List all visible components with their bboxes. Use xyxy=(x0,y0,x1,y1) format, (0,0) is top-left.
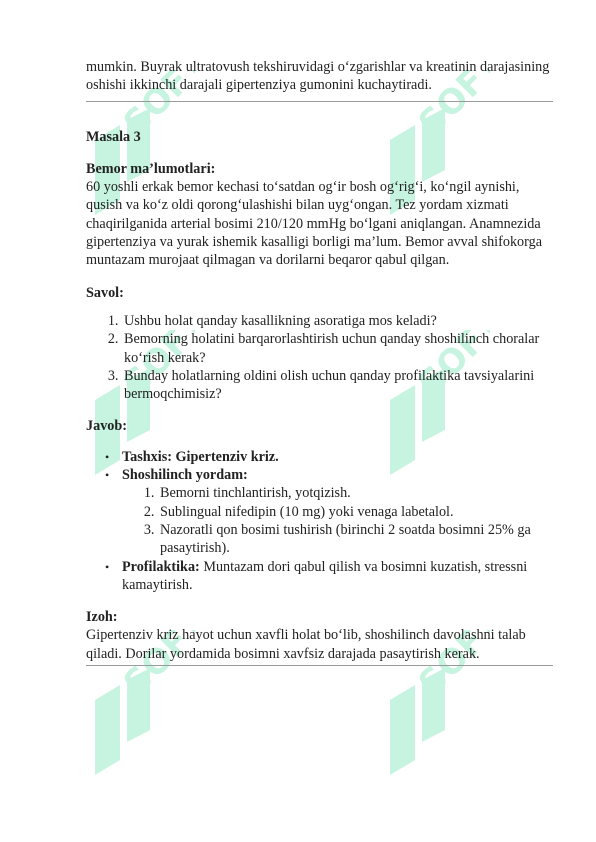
list-item xyxy=(122,466,554,557)
izoh-heading: Izoh: xyxy=(86,609,118,626)
svg-text:SOFT: SOFT xyxy=(411,630,490,704)
list-item xyxy=(122,448,554,466)
list-item: 2. Sublingual nifedipin (10 mg) yoki venaga labetalol. xyxy=(158,503,554,521)
svg-text:SOFT: SOFT xyxy=(411,330,490,404)
list-item: 3. Bunday holatlarning oldini olish uchun qanday profilaktika tavsiyalarini bermoqchimisiz? xyxy=(122,367,554,404)
emergency-steps-list xyxy=(136,484,554,557)
document-page xyxy=(86,58,554,666)
answer-list xyxy=(102,448,554,594)
svg-text:SOFT: SOFT xyxy=(411,70,490,144)
list-item: 1. Bemorni tinchlantirish, yotqizish. xyxy=(158,484,554,502)
list-item: 1. Ushbu holat qanday kasallikning asoratiga mos keladi? xyxy=(122,312,554,330)
svg-text:SOFT: SOFT xyxy=(116,330,195,404)
patient-heading: Bemor ma’lumotlari: xyxy=(86,160,216,177)
section-divider xyxy=(86,101,553,102)
javob-heading: Javob: xyxy=(86,418,127,435)
svg-text:SOFT: SOFT xyxy=(116,70,195,144)
list-item: 2. Bemorning holatini barqarorlashtirish uchun qanday shoshilinch choralar ko‘rish kerak? xyxy=(122,330,554,367)
profilaktika-label: Profilaktika: xyxy=(122,558,200,575)
list-item: 3. Nazoratli qon bosimi tushirish (birinchi 2 soatda bosimni 25% ga pasaytirish). xyxy=(158,521,554,558)
shoshilinch-label: Shoshilinch yordam: xyxy=(122,467,248,484)
patient-text: 60 yoshli erkak bemor kechasi to‘satdan og‘ir bosh og‘rig‘i, ko‘ngil aynishi, qusish va ko‘z oldi qorong‘ulashishi bilan uyg‘ongan. Tez yordam xizmati chaqirilganida arterial bosimi 210/120 mmHg bo‘lgani aniqlangan. Anamnezida gipertenziya va yurak ishemik kasalligi borligi ma’lum. Bemor avval shifokorga muntazam murojaat qilmagan va dorilarni beqaror qabul qilgan. xyxy=(86,179,542,269)
list-item xyxy=(122,558,554,595)
savol-heading: Savol: xyxy=(86,284,124,301)
section-divider xyxy=(86,665,553,666)
profilaktika-text: Muntazam dori qabul qilish va bosimni kuzatish, stressni kamaytirish. xyxy=(122,558,528,593)
svg-text:SOFT: SOFT xyxy=(116,630,195,704)
intro-paragraph: mumkin. Buyrak ultratovush tekshiruvidagi o‘zgarishlar va kreatinin darajasining oshishi ikkinchi darajali gipertenziya gumonini kuchaytiradi. xyxy=(86,59,550,94)
izoh-text: Gipertenziv kriz hayot uchun xavfli holat bo‘lib, shoshilinch davolashni talab qiladi. Dorilar yordamida bosimni xavfsiz darajada pasaytirish kerak. xyxy=(86,627,526,662)
tashxis-text: Tashxis: Gipertenziv kriz. xyxy=(122,448,279,465)
masala-title: Masala 3 xyxy=(86,128,141,145)
question-list xyxy=(102,312,554,403)
